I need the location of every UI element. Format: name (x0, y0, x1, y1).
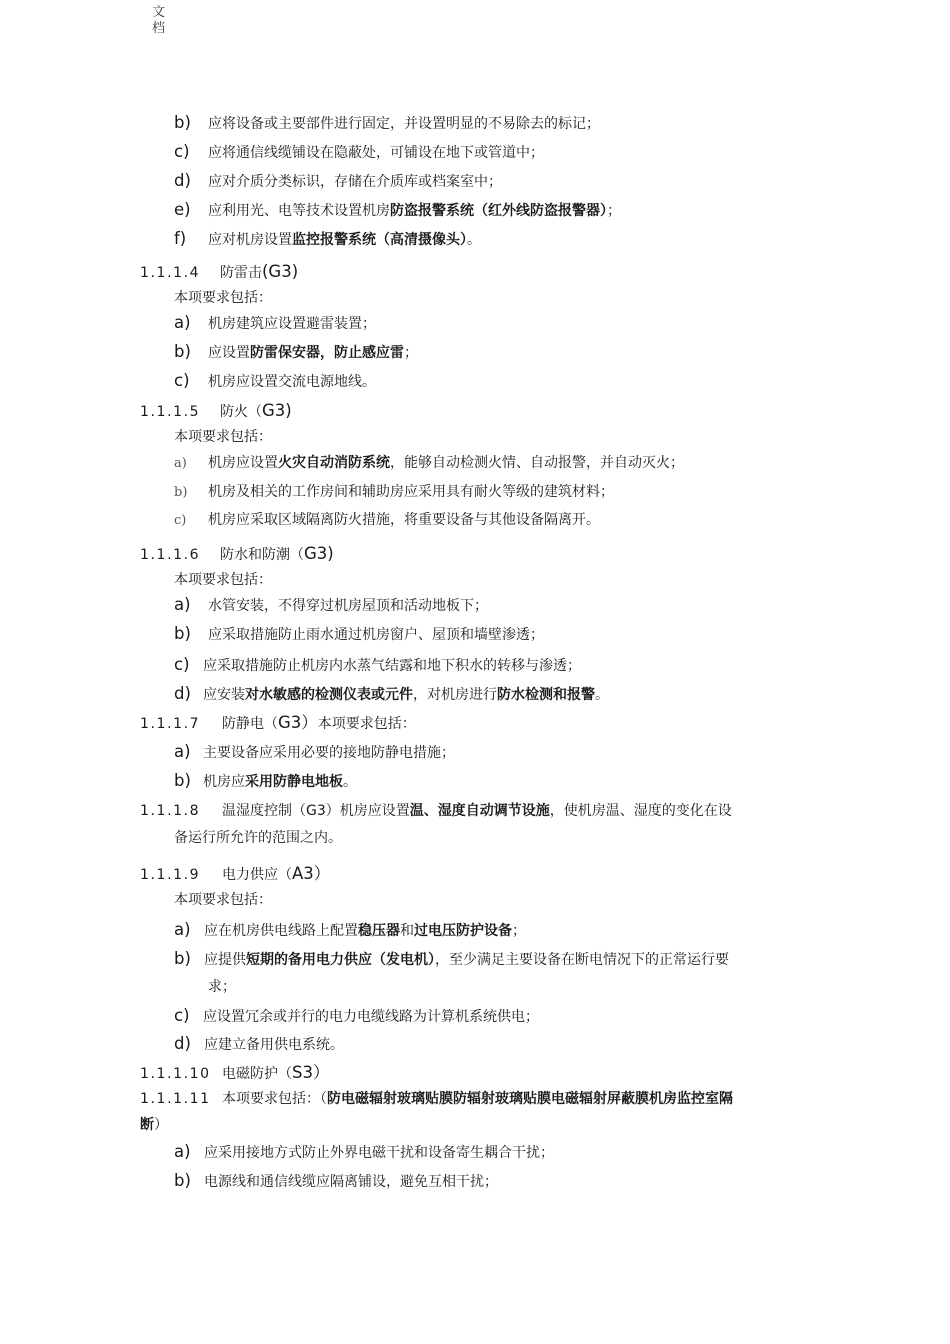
item-label: a) (174, 313, 191, 332)
text-run: ，使机房温、湿度的变化在设 (549, 803, 732, 819)
item-text (203, 745, 455, 761)
list-item (174, 200, 621, 221)
text-run: 本项要求包括：（ (222, 1091, 327, 1107)
list-item (174, 742, 455, 763)
section-heading (140, 801, 732, 821)
text-run: 温湿度控制（G3）机房应设置 (222, 803, 410, 819)
item-text (208, 174, 502, 190)
item-label: f) (174, 229, 187, 248)
item-text (204, 1145, 554, 1161)
list-item (174, 113, 600, 134)
list-item (174, 142, 544, 163)
section-code: G3） (278, 713, 318, 732)
section-text (222, 803, 732, 819)
item-label: b) (174, 342, 191, 361)
section-title: 防水和防潮（ (220, 547, 304, 563)
item-text (208, 145, 544, 161)
item-text (204, 1037, 344, 1053)
text-run: 应设置 (208, 345, 250, 361)
section-code: A3） (292, 864, 331, 883)
section-heading (140, 1063, 329, 1084)
text-run: 应将通信线缆铺设在隐蔽处，可铺设在地下或管道中； (208, 145, 544, 161)
list-item (174, 229, 481, 250)
item-text-continuation: 求； (208, 979, 236, 995)
text-run: 应采取措施防止机房内水蒸气结露和地下积水的转移与渗透； (203, 658, 581, 674)
item-label: a) (174, 742, 191, 761)
text-run: 水管安装，不得穿过机房屋顶和活动地板下； (208, 598, 488, 614)
list-item (174, 1034, 344, 1055)
list-item (174, 342, 418, 363)
list-item (174, 655, 581, 676)
bold-text: 防雷保安器，防止感应雷 (250, 345, 404, 361)
list-item (174, 510, 600, 531)
item-text (203, 658, 581, 674)
text-run: ； (607, 203, 621, 219)
item-label: e) (174, 200, 191, 219)
section-intro: 本项要求包括： (174, 572, 272, 588)
item-text (203, 687, 609, 703)
item-label: c) (174, 655, 190, 674)
section-heading (140, 544, 334, 565)
text-run: 应利用光、电等技术设置机房 (208, 203, 390, 219)
item-label: c) (174, 1006, 190, 1025)
text-run: 机房及相关的工作房间和辅助房应采用具有耐火等级的建筑材料； (208, 484, 614, 500)
item-label: b) (174, 771, 191, 790)
item-label: a) (174, 1142, 191, 1161)
list-item (174, 1142, 554, 1163)
section-intro: 本项要求包括： (174, 892, 272, 908)
list-item (174, 920, 526, 941)
text-run: 应提供 (204, 952, 246, 968)
text-run: 应建立备用供电系统。 (204, 1037, 344, 1053)
header-char: 档 (152, 21, 166, 36)
list-item (174, 171, 502, 192)
bold-text: 对水敏感的检测仪表或元件 (245, 687, 413, 703)
list-item (174, 453, 684, 474)
bold-text: 防电磁辐射玻璃贴膜防辐射玻璃贴膜电磁辐射屏蔽膜机房监控室隔 (327, 1091, 733, 1107)
section-text (222, 1091, 733, 1107)
section-code: G3) (304, 544, 334, 563)
section-code: G3) (262, 401, 292, 420)
item-text (208, 455, 684, 471)
text-run: ，能够自动检测火情、自动报警，并自动灭火； (390, 455, 684, 471)
bold-text: 过电压防护设备 (414, 923, 512, 939)
text-run: ，对机房进行 (413, 687, 497, 703)
bold-text: 防盗报警系统（红外线防盗报警器） (390, 203, 607, 219)
text-run: 机房应设置 (208, 455, 278, 471)
section-number: 1.1.1.6 (140, 547, 201, 563)
bold-text: 防水检测和报警 (497, 687, 595, 703)
section-title: 防静电（ (222, 716, 278, 732)
text-run: 应对机房设置 (208, 232, 292, 248)
item-text (204, 1174, 498, 1190)
item-label: b) (174, 113, 191, 132)
page-header (152, 5, 166, 37)
text-run: ，至少满足主要设备在断电情况下的正常运行要 (435, 952, 729, 968)
section-title: 电力供应（ (222, 867, 292, 883)
text-run: 机房应采取区域隔离防火措施，将重要设备与其他设备隔离开。 (208, 512, 600, 528)
section-number: 1.1.1.8 (140, 803, 201, 819)
text-run: 应在机房供电线路上配置 (204, 923, 358, 939)
item-text (208, 116, 600, 132)
list-item (174, 1171, 498, 1192)
item-label: a) (174, 920, 191, 939)
item-label: a) (174, 595, 191, 614)
list-item (174, 482, 614, 503)
section-text-continuation: 备运行所允许的范围之内。 (174, 830, 342, 846)
item-text (208, 345, 418, 361)
item-label: d) (174, 1034, 191, 1053)
text-run: ； (404, 345, 418, 361)
item-text (203, 774, 357, 790)
text-run: 应将设备或主要部件进行固定，并设置明显的不易除去的标记； (208, 116, 600, 132)
section-heading (140, 864, 330, 885)
item-label: d) (174, 684, 191, 703)
item-label: c) (174, 513, 187, 528)
section-number: 1.1.1.5 (140, 404, 201, 420)
list-item (174, 684, 609, 705)
section-number: 1.1.1.9 (140, 867, 201, 883)
section-text-continuation (140, 1115, 168, 1135)
item-label: d) (174, 171, 191, 190)
text-run: 应安装 (203, 687, 245, 703)
text-run: 。 (595, 687, 609, 703)
text-run: 主要设备应采用必要的接地防静电措施； (203, 745, 455, 761)
section-number: 1.1.1.11 (140, 1091, 211, 1107)
item-text (204, 952, 729, 968)
bold-text: 短期的备用电力供应（发电机） (246, 952, 435, 968)
text-run: ； (512, 923, 526, 939)
item-label: b) (174, 485, 188, 500)
section-number: 1.1.1.10 (140, 1066, 211, 1082)
item-label: c) (174, 371, 190, 390)
section-heading (140, 1089, 733, 1109)
text-run: 。 (467, 232, 481, 248)
text-run: 机房应设置交流电源地线。 (208, 374, 376, 390)
item-text (208, 598, 488, 614)
section-heading (140, 262, 298, 283)
item-text (208, 232, 481, 248)
text-run: 和 (400, 923, 414, 939)
section-title: 防火（ (220, 404, 262, 420)
bold-text: 火灾自动消防系统 (278, 455, 390, 471)
section-number: 1.1.1.4 (140, 265, 201, 281)
list-item (174, 595, 488, 616)
text-run: 应采用接地方式防止外界电磁干扰和设备寄生耦合干扰； (204, 1145, 554, 1161)
list-item (174, 771, 357, 792)
item-label: c) (174, 142, 190, 161)
bold-text: 断 (140, 1117, 154, 1133)
item-text (208, 374, 376, 390)
text-run: 机房应 (203, 774, 245, 790)
section-heading (140, 401, 292, 422)
list-item (174, 624, 544, 645)
item-label: a) (174, 456, 187, 471)
section-intro: 本项要求包括： (174, 429, 272, 445)
bold-text: 温、湿度自动调节设施 (409, 803, 550, 819)
item-text (208, 203, 621, 219)
section-title: 防雷击 (220, 265, 262, 281)
text-run: 应采取措施防止雨水通过机房窗户、屋顶和墙壁渗透； (208, 627, 544, 643)
text-run: 机房建筑应设置避雷装置； (208, 316, 376, 332)
section-intro: 本项要求包括： (174, 290, 272, 306)
list-item (174, 949, 729, 970)
text-run: 应设置冗余或并行的电力电缆线路为计算机系统供电； (203, 1009, 539, 1025)
section-title: 电磁防护（ (222, 1066, 292, 1082)
bold-text: 监控报警系统（高清摄像头） (292, 232, 467, 248)
bold-text: 采用防静电地板 (245, 774, 343, 790)
item-text (208, 484, 614, 500)
item-text (208, 627, 544, 643)
bold-text: 稳压器 (358, 923, 400, 939)
text-run: 。 (343, 774, 357, 790)
list-item (174, 371, 376, 392)
item-text (208, 316, 376, 332)
text-run: ） (154, 1117, 168, 1133)
header-char: 文 (152, 5, 166, 20)
item-text (203, 1009, 539, 1025)
section-code: (G3) (262, 262, 299, 281)
item-text (208, 512, 600, 528)
section-number: 1.1.1.7 (140, 716, 201, 732)
item-text (204, 923, 526, 939)
item-label: b) (174, 949, 191, 968)
item-label: b) (174, 624, 191, 643)
text-run: 应对介质分类标识，存储在介质库或档案室中； (208, 174, 502, 190)
item-label: b) (174, 1171, 191, 1190)
section-rest: 本项要求包括： (317, 716, 416, 732)
section-code: S3） (292, 1063, 330, 1082)
section-heading (140, 713, 416, 734)
list-item (174, 1006, 539, 1027)
text-run: 电源线和通信线缆应隔离铺设，避免互相干扰； (204, 1174, 498, 1190)
list-item (174, 313, 376, 334)
